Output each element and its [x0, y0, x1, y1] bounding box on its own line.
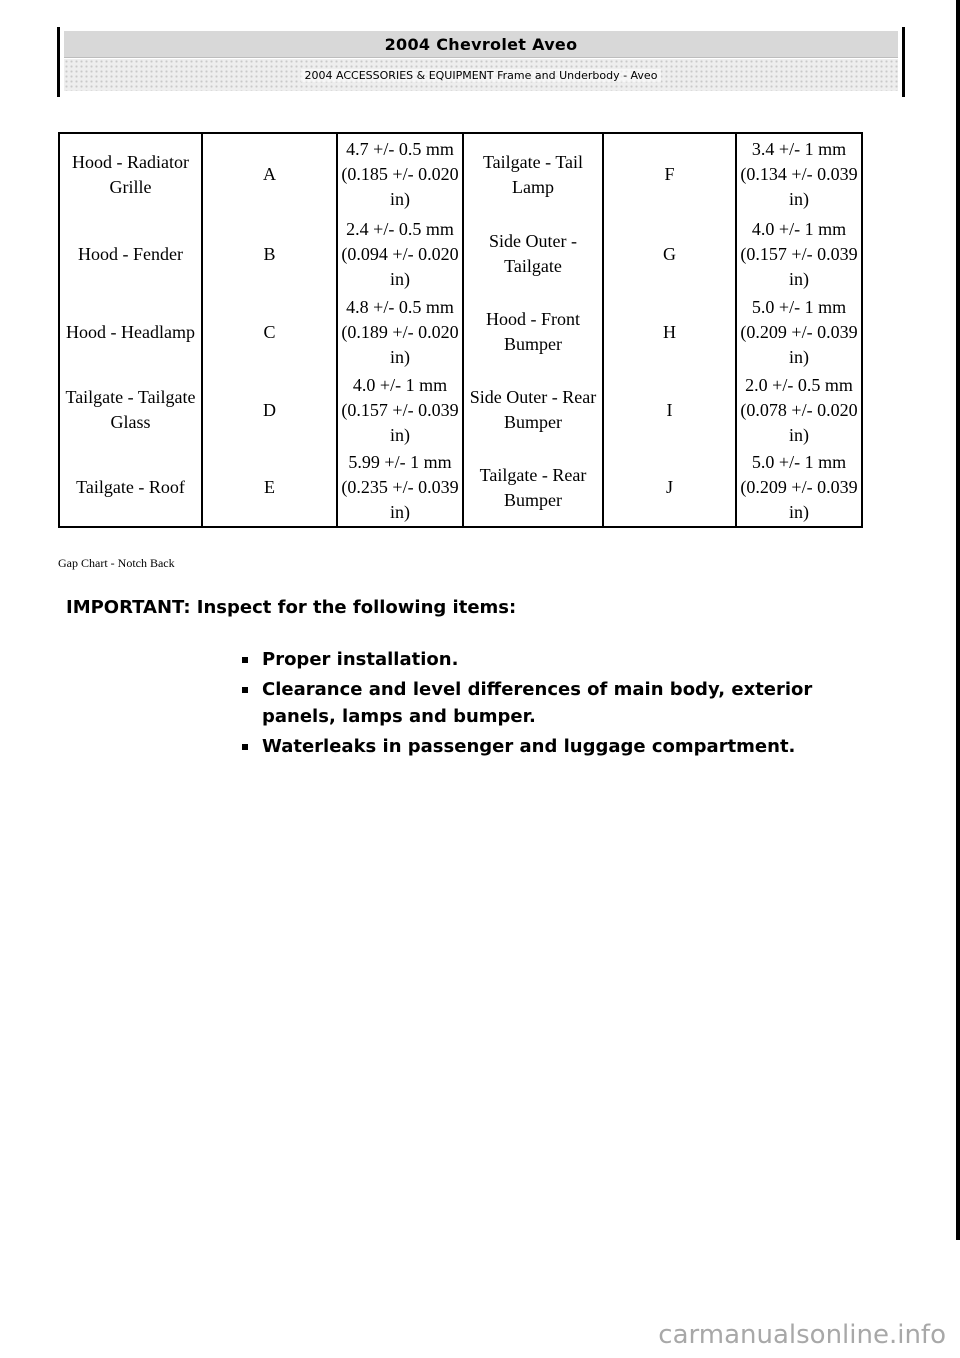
list-item: [238, 646, 858, 673]
bullet-icon: [242, 744, 248, 750]
callout-cell: G: [603, 215, 736, 293]
callout-cell: B: [202, 215, 337, 293]
location-cell: Hood - Headlamp: [59, 293, 202, 371]
site-watermark: carmanualsonline.info: [658, 1320, 946, 1350]
callout-cell: H: [603, 293, 736, 371]
table-row: [59, 449, 862, 527]
callout-cell: I: [603, 371, 736, 449]
spec-cell: 5.99 +/- 1 mm (0.235 +/- 0.039 in): [337, 449, 463, 527]
inspection-list: [238, 646, 858, 763]
table-row: [59, 371, 862, 449]
callout-cell: J: [603, 449, 736, 527]
bullet-icon: [242, 687, 248, 693]
document-subtitle-band: [64, 59, 898, 91]
bullet-icon: [242, 657, 248, 663]
list-item-text: Clearance and level differences of main body, exterior panels, lamps and bumper.: [262, 679, 813, 727]
spec-cell: 4.7 +/- 0.5 mm (0.185 +/- 0.020 in): [337, 133, 463, 215]
location-cell: Side Outer - Rear Bumper: [463, 371, 603, 449]
document-subtitle: 2004 ACCESSORIES & EQUIPMENT Frame and Underbody - Aveo: [301, 69, 662, 82]
callout-cell: F: [603, 133, 736, 215]
location-cell: Tailgate - Tailgate Glass: [59, 371, 202, 449]
spec-cell: 5.0 +/- 1 mm (0.209 +/- 0.039 in): [736, 449, 862, 527]
spec-cell: 5.0 +/- 1 mm (0.209 +/- 0.039 in): [736, 293, 862, 371]
location-cell: Hood - Radiator Grille: [59, 133, 202, 215]
location-cell: Tailgate - Rear Bumper: [463, 449, 603, 527]
document-title: 2004 Chevrolet Aveo: [64, 31, 898, 58]
location-cell: Tailgate - Roof: [59, 449, 202, 527]
spec-cell: 4.0 +/- 1 mm (0.157 +/- 0.039 in): [337, 371, 463, 449]
location-cell: Tailgate - Tail Lamp: [463, 133, 603, 215]
location-cell: Hood - Front Bumper: [463, 293, 603, 371]
list-item-text: Waterleaks in passenger and luggage compartment.: [262, 736, 796, 757]
callout-cell: A: [202, 133, 337, 215]
page-edge-rule: [956, 0, 960, 1240]
spec-cell: 3.4 +/- 1 mm (0.134 +/- 0.039 in): [736, 133, 862, 215]
callout-cell: C: [202, 293, 337, 371]
header-left-rule: [57, 27, 60, 97]
document-header: [57, 27, 905, 97]
callout-cell: E: [202, 449, 337, 527]
spec-cell: 2.0 +/- 0.5 mm (0.078 +/- 0.020 in): [736, 371, 862, 449]
location-cell: Hood - Fender: [59, 215, 202, 293]
list-item: [238, 676, 858, 730]
table-row: [59, 215, 862, 293]
spec-cell: 2.4 +/- 0.5 mm (0.094 +/- 0.020 in): [337, 215, 463, 293]
header-right-rule: [902, 27, 905, 97]
spec-cell: 4.8 +/- 0.5 mm (0.189 +/- 0.020 in): [337, 293, 463, 371]
important-notice: IMPORTANT: Inspect for the following items:: [66, 597, 517, 618]
gap-spec-table: [58, 132, 863, 528]
location-cell: Side Outer - Tailgate: [463, 215, 603, 293]
callout-cell: D: [202, 371, 337, 449]
list-item: [238, 733, 858, 760]
table-row: [59, 133, 862, 215]
table-caption: Gap Chart - Notch Back: [58, 556, 175, 570]
table-row: [59, 293, 862, 371]
list-item-text: Proper installation.: [262, 649, 459, 670]
spec-cell: 4.0 +/- 1 mm (0.157 +/- 0.039 in): [736, 215, 862, 293]
